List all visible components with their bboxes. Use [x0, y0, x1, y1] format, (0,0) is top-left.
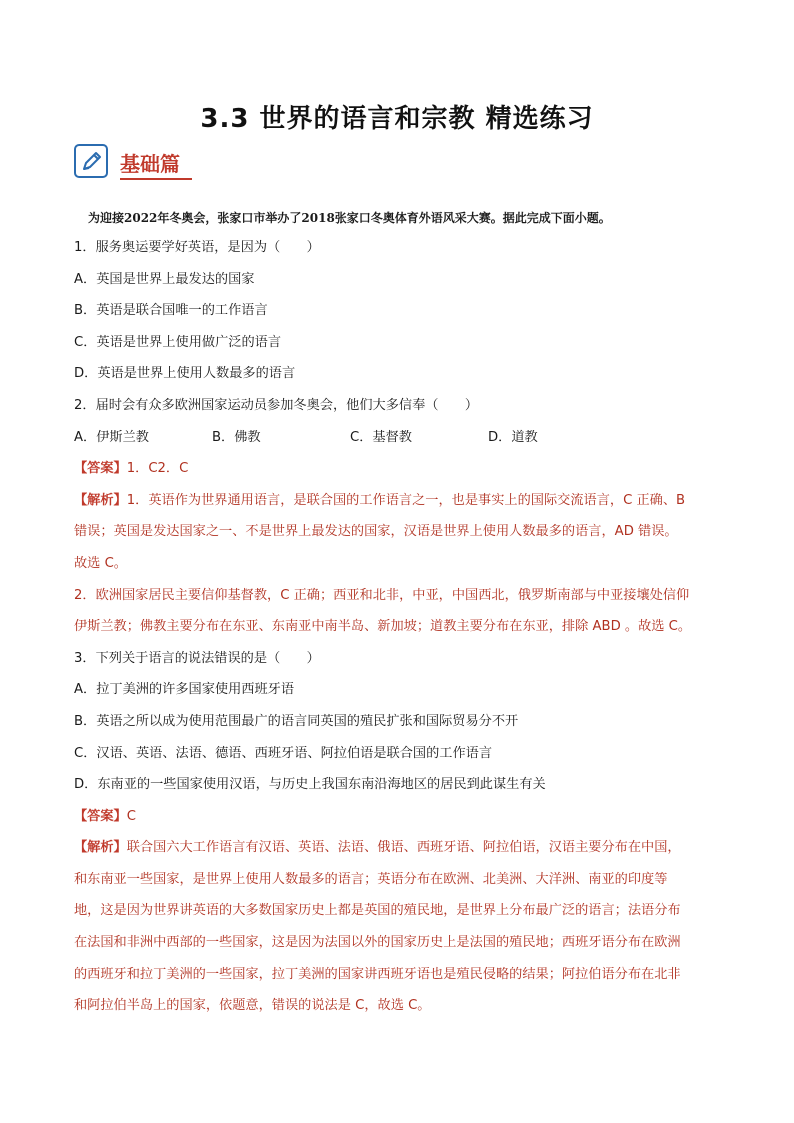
analysis-1-line	[74, 485, 726, 517]
exercise-content	[74, 204, 726, 1022]
section-underline	[120, 178, 192, 180]
question-2-options	[74, 422, 726, 454]
question-2-option-c: C．基督教	[350, 429, 412, 445]
section-label: 基础篇	[120, 152, 180, 176]
analysis-3-line: 在法国和非洲中西部的一些国家，这是因为法国以外的国家历史上是法国的殖民地；西班牙语分布在欧洲	[74, 935, 681, 951]
analysis-3-line: 的西班牙和拉丁美洲的一些国家，拉丁美洲的国家讲西班牙语也是殖民侵略的结果；阿拉伯语分布在北非	[74, 966, 681, 982]
question-1-option-d: D．英语是世界上使用人数最多的语言	[74, 366, 296, 382]
question-3-option-d: D．东南亚的一些国家使用汉语，与历史上我国东南沿海地区的居民到此谋生有关	[74, 777, 546, 793]
pencil-square-icon	[74, 144, 108, 178]
answer-1	[74, 453, 726, 485]
answer-tag: 【答案】	[74, 461, 127, 477]
analysis-tag: 【解析】	[74, 840, 127, 856]
answer-3	[74, 801, 726, 833]
question-1-option-b: B．英语是联合国唯一的工作语言	[74, 303, 268, 319]
question-3-option-b: B．英语之所以成为使用范围最广的语言同英国的殖民扩张和国际贸易分不开	[74, 713, 519, 729]
question-2-option-d: D．道教	[488, 429, 538, 445]
question-2-option-b: B．佛教	[212, 429, 261, 445]
question-2-option-a: A．伊斯兰教	[74, 429, 149, 445]
question-1-stem: 1．服务奥运要学好英语，是因为（ ）	[74, 240, 320, 255]
analysis-1-line: 2．欧洲国家居民主要信仰基督教，C 正确；西亚和北非，中亚，中国西北，俄罗斯南部与中亚接壤处信仰	[74, 587, 690, 603]
question-3-option-a: A．拉丁美洲的许多国家使用西班牙语	[74, 682, 295, 698]
intro-text: 为迎接2022年冬奥会，张家口市举办了2018张家口冬奥体育外语风采大赛。据此完成下面小题。	[88, 211, 611, 225]
answer-text: C	[126, 808, 136, 824]
analysis-text: 联合国六大工作语言有汉语、英语、法语、俄语、西班牙语、阿拉伯语，汉语主要分布在中国，	[126, 840, 681, 856]
question-3-stem: 3．下列关于语言的说法错误的是（ ）	[74, 650, 320, 666]
question-1-option-a: A．英国是世界上最发达的国家	[74, 271, 255, 287]
analysis-3-line: 和阿拉伯半岛上的国家，依题意，错误的说法是 C，故选 C。	[74, 998, 431, 1014]
analysis-3-line	[74, 832, 726, 864]
page-title: 3.3 世界的语言和宗教 精选练习	[200, 104, 594, 134]
answer-text: 1．C2．C	[126, 461, 189, 477]
answer-tag: 【答案】	[74, 808, 127, 824]
analysis-3-line: 和东南亚一些国家，是世界上使用人数最多的语言；英语分布在欧洲、北美洲、大洋洲、南亚的印度等	[74, 871, 668, 887]
question-1-option-c: C．英语是世界上使用做广泛的语言	[74, 334, 282, 350]
analysis-1-line: 故选 C。	[74, 555, 127, 571]
analysis-tag: 【解析】	[74, 492, 127, 508]
question-3-option-c: C．汉语、英语、法语、德语、西班牙语、阿拉伯语是联合国的工作语言	[74, 745, 493, 761]
analysis-3-line: 地，这是因为世界讲英语的大多数国家历史上都是英国的殖民地，是世界上分布最广泛的语言；法语分布	[74, 903, 681, 919]
analysis-1-line: 伊斯兰教；佛教主要分布在东亚、东南亚中南半岛、新加坡；道教主要分布在东亚，排除 ABD 。故选 C。	[74, 619, 692, 635]
question-2-stem: 2．届时会有众多欧洲国家运动员参加冬奥会，他们大多信奉（ ）	[74, 397, 479, 413]
analysis-1-line: 错误；英国是发达国家之一、不是世界上最发达的国家，汉语是世界上使用人数最多的语言，AD 错误。	[74, 524, 678, 540]
analysis-text: 1．英语作为世界通用语言，是联合国的工作语言之一，也是事实上的国际交流语言，C 正确、B	[126, 492, 686, 508]
section-header	[74, 144, 214, 184]
